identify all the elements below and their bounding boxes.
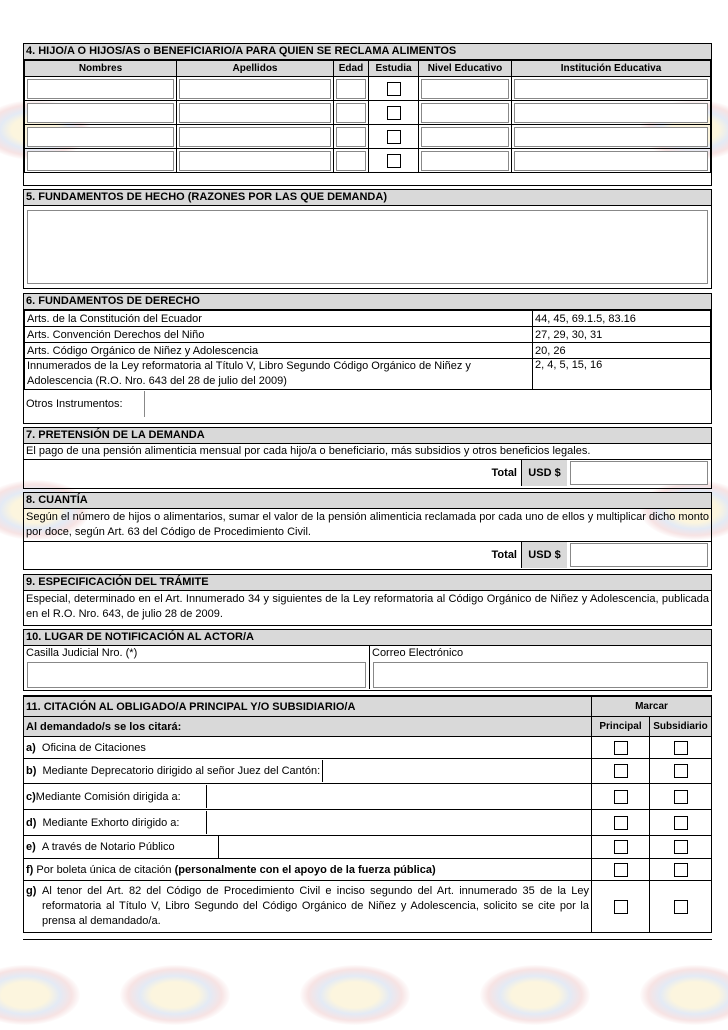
citation-subtitle: Al demandado/s se los citará: <box>24 717 592 737</box>
citation-option-c <box>24 784 712 810</box>
option-text: Mediante Comisión dirigida a: <box>35 790 181 803</box>
col-edad: Edad <box>334 61 369 77</box>
option-letter: a) <box>26 741 36 754</box>
apellidos-input[interactable] <box>179 151 331 171</box>
casilla-judicial-label: Casilla Judicial Nro. (*) <box>26 647 138 659</box>
total-label: Total <box>491 549 517 561</box>
estudia-checkbox[interactable] <box>387 154 401 168</box>
law-value: 27, 29, 30, 31 <box>533 327 711 343</box>
total-label: Total <box>491 467 517 479</box>
cuantia-total-input[interactable] <box>570 543 708 567</box>
col-estudia: Estudia <box>369 61 419 77</box>
col-nombres: Nombres <box>25 61 177 77</box>
watermark-logo <box>480 965 590 1025</box>
nivel-educativo-input[interactable] <box>421 103 509 123</box>
table-row <box>25 125 711 149</box>
section-6-law <box>23 293 712 424</box>
option-text: Mediante Deprecatorio dirigido al señor Juez del Cantón: <box>42 765 321 777</box>
table-row <box>25 101 711 125</box>
estudia-checkbox[interactable] <box>387 130 401 144</box>
law-value: 20, 26 <box>533 343 711 359</box>
option-text-bold: (personalmente con el apoyo de la fuerza pública) <box>174 863 436 876</box>
comision-input[interactable] <box>206 785 591 808</box>
watermark-logo <box>300 965 410 1025</box>
option-letter: d) <box>26 816 37 829</box>
facts-textarea[interactable] <box>27 210 708 284</box>
nombres-input[interactable] <box>27 127 174 147</box>
law-label: Innumerados de la Ley reformatoria al Título V, Libro Segundo Código Orgánico de Niñez y Adolescencia (R.O. Nro. 643 del 28 de julio del 2009) <box>25 359 533 390</box>
institucion-input[interactable] <box>514 79 708 99</box>
citation-option-a <box>24 737 712 759</box>
option-letter: f) <box>26 863 34 876</box>
option-text: Por boleta única de citación <box>36 863 172 876</box>
principal-checkbox[interactable] <box>614 764 628 778</box>
section-4-beneficiaries <box>23 43 712 186</box>
section-9-tramite <box>23 574 712 626</box>
institucion-input[interactable] <box>514 127 708 147</box>
section-4-title: 4. HIJO/A O HIJOS/AS o BENEFICIARIO/A PARA QUIEN SE RECLAMA ALIMENTOS <box>24 44 711 60</box>
section-10-notification <box>23 629 712 691</box>
law-label: Arts. de la Constitución del Ecuador <box>25 311 533 327</box>
pretension-total-input[interactable] <box>570 461 708 485</box>
law-value: 2, 4, 5, 15, 16 <box>533 359 711 390</box>
subsidiario-checkbox[interactable] <box>674 790 688 804</box>
nombres-input[interactable] <box>27 151 174 171</box>
table-row <box>25 149 711 173</box>
casilla-judicial-input[interactable] <box>27 662 366 688</box>
section-11-citation <box>23 695 712 940</box>
col-apellidos: Apellidos <box>177 61 334 77</box>
cuantia-text: Según el número de hijos o alimentarios, sumar el valor de la pensión alimenticia reclamada por cada uno de ellos y multiplicar dicho monto por doce, según Art. 63 del Código de Procedimiento Civil. <box>24 509 711 542</box>
subsidiario-checkbox[interactable] <box>674 764 688 778</box>
principal-checkbox[interactable] <box>614 816 628 830</box>
subsidiario-checkbox[interactable] <box>674 863 688 877</box>
edad-input[interactable] <box>336 79 366 99</box>
apellidos-input[interactable] <box>179 103 331 123</box>
col-nivel-educativo: Nivel Educativo <box>419 61 512 77</box>
section-9-title: 9. ESPECIFICACIÓN DEL TRÁMITE <box>24 575 711 591</box>
citation-option-e <box>24 836 712 859</box>
subsidiario-checkbox[interactable] <box>674 741 688 755</box>
section-5-title: 5. FUNDAMENTOS DE HECHO (RAZONES POR LAS QUE DEMANDA) <box>24 190 711 206</box>
option-letter: g) <box>26 885 37 897</box>
watermark-logo <box>0 965 80 1025</box>
subsidiario-label: Subsidiario <box>650 717 712 737</box>
option-text: Al tenor del Art. 82 del Código de Procedimiento Civil e inciso segundo del Art. innumerado 35 de la Ley reformatoria al Título V, Libro Segundo del Código Orgánico de Niñez y Adolescencia, solicito se cite por la prensa al demandado/a. <box>42 885 589 927</box>
nivel-educativo-input[interactable] <box>421 79 509 99</box>
otros-instrumentos-input[interactable] <box>144 391 711 417</box>
citation-option-d <box>24 810 712 836</box>
citation-option-b <box>24 759 712 784</box>
col-institucion: Institución Educativa <box>512 61 711 77</box>
option-text: Mediante Exhorto dirigido a: <box>42 816 180 829</box>
option-letter: c) <box>26 790 36 803</box>
correo-input[interactable] <box>373 662 708 688</box>
section-8-title: 8. CUANTÍA <box>24 493 711 509</box>
section-10-title: 10. LUGAR DE NOTIFICACIÓN AL ACTOR/A <box>24 630 711 646</box>
law-table <box>24 310 711 390</box>
nombres-input[interactable] <box>27 103 174 123</box>
citation-table <box>23 696 712 933</box>
principal-checkbox[interactable] <box>614 790 628 804</box>
option-letter: b) <box>26 765 37 777</box>
edad-input[interactable] <box>336 151 366 171</box>
edad-input[interactable] <box>336 103 366 123</box>
watermark-logo <box>640 965 728 1025</box>
section-7-title: 7. PRETENSIÓN DE LA DEMANDA <box>24 428 711 444</box>
section-8-cuantia <box>23 492 712 570</box>
nivel-educativo-input[interactable] <box>421 151 509 171</box>
law-value: 44, 45, 69.1.5, 83.16 <box>533 311 711 327</box>
principal-checkbox[interactable] <box>614 741 628 755</box>
section-6-title: 6. FUNDAMENTOS DE DERECHO <box>24 294 711 310</box>
apellidos-input[interactable] <box>179 127 331 147</box>
beneficiaries-table <box>24 60 711 173</box>
institucion-input[interactable] <box>514 151 708 171</box>
option-letter: e) <box>26 841 36 853</box>
tramite-text: Especial, determinado en el Art. Innumerado 34 y siguientes de la Ley reformatoria al Código Orgánico de Niñez y Adolescencia, publicada en el R.O. Nro. 643, de julio 28 de 2009. <box>26 593 709 620</box>
citation-option-g <box>24 881 712 933</box>
pretension-text: El pago de una pensión alimenticia mensual por cada hijo/a o beneficiario, más subsidios y otros beneficios legales. <box>24 444 711 460</box>
section-7-pretension <box>23 427 712 489</box>
watermark-logo <box>120 965 230 1025</box>
law-label: Arts. Convención Derechos del Niño <box>25 327 533 343</box>
principal-checkbox[interactable] <box>614 900 628 914</box>
section-11-title: 11. CITACIÓN AL OBLIGADO/A PRINCIPAL Y/O SUBSIDIARIO/A <box>24 697 592 717</box>
table-row <box>25 77 711 101</box>
nombres-input[interactable] <box>27 79 174 99</box>
juez-canton-input[interactable] <box>322 760 591 782</box>
estudia-checkbox[interactable] <box>387 106 401 120</box>
usd-label: USD $ <box>521 542 567 568</box>
nivel-educativo-input[interactable] <box>421 127 509 147</box>
apellidos-input[interactable] <box>179 79 331 99</box>
edad-input[interactable] <box>336 127 366 147</box>
option-text: A través de Notario Público <box>41 841 175 853</box>
principal-checkbox[interactable] <box>614 863 628 877</box>
exhorto-input[interactable] <box>206 811 591 834</box>
subsidiario-checkbox[interactable] <box>674 840 688 854</box>
principal-checkbox[interactable] <box>614 840 628 854</box>
section-5-facts <box>23 189 712 289</box>
subsidiario-checkbox[interactable] <box>674 900 688 914</box>
institucion-input[interactable] <box>514 103 708 123</box>
estudia-checkbox[interactable] <box>387 82 401 96</box>
subsidiario-checkbox[interactable] <box>674 816 688 830</box>
correo-label: Correo Electrónico <box>372 647 464 659</box>
principal-label: Principal <box>592 717 650 737</box>
option-text: Oficina de Citaciones <box>41 741 146 754</box>
law-label: Arts. Código Orgánico de Niñez y Adolescencia <box>25 343 533 359</box>
usd-label: USD $ <box>521 460 567 486</box>
citation-option-f <box>24 859 712 881</box>
otros-instrumentos-label: Otros Instrumentos: <box>26 397 123 410</box>
marcar-label: Marcar <box>592 697 712 717</box>
